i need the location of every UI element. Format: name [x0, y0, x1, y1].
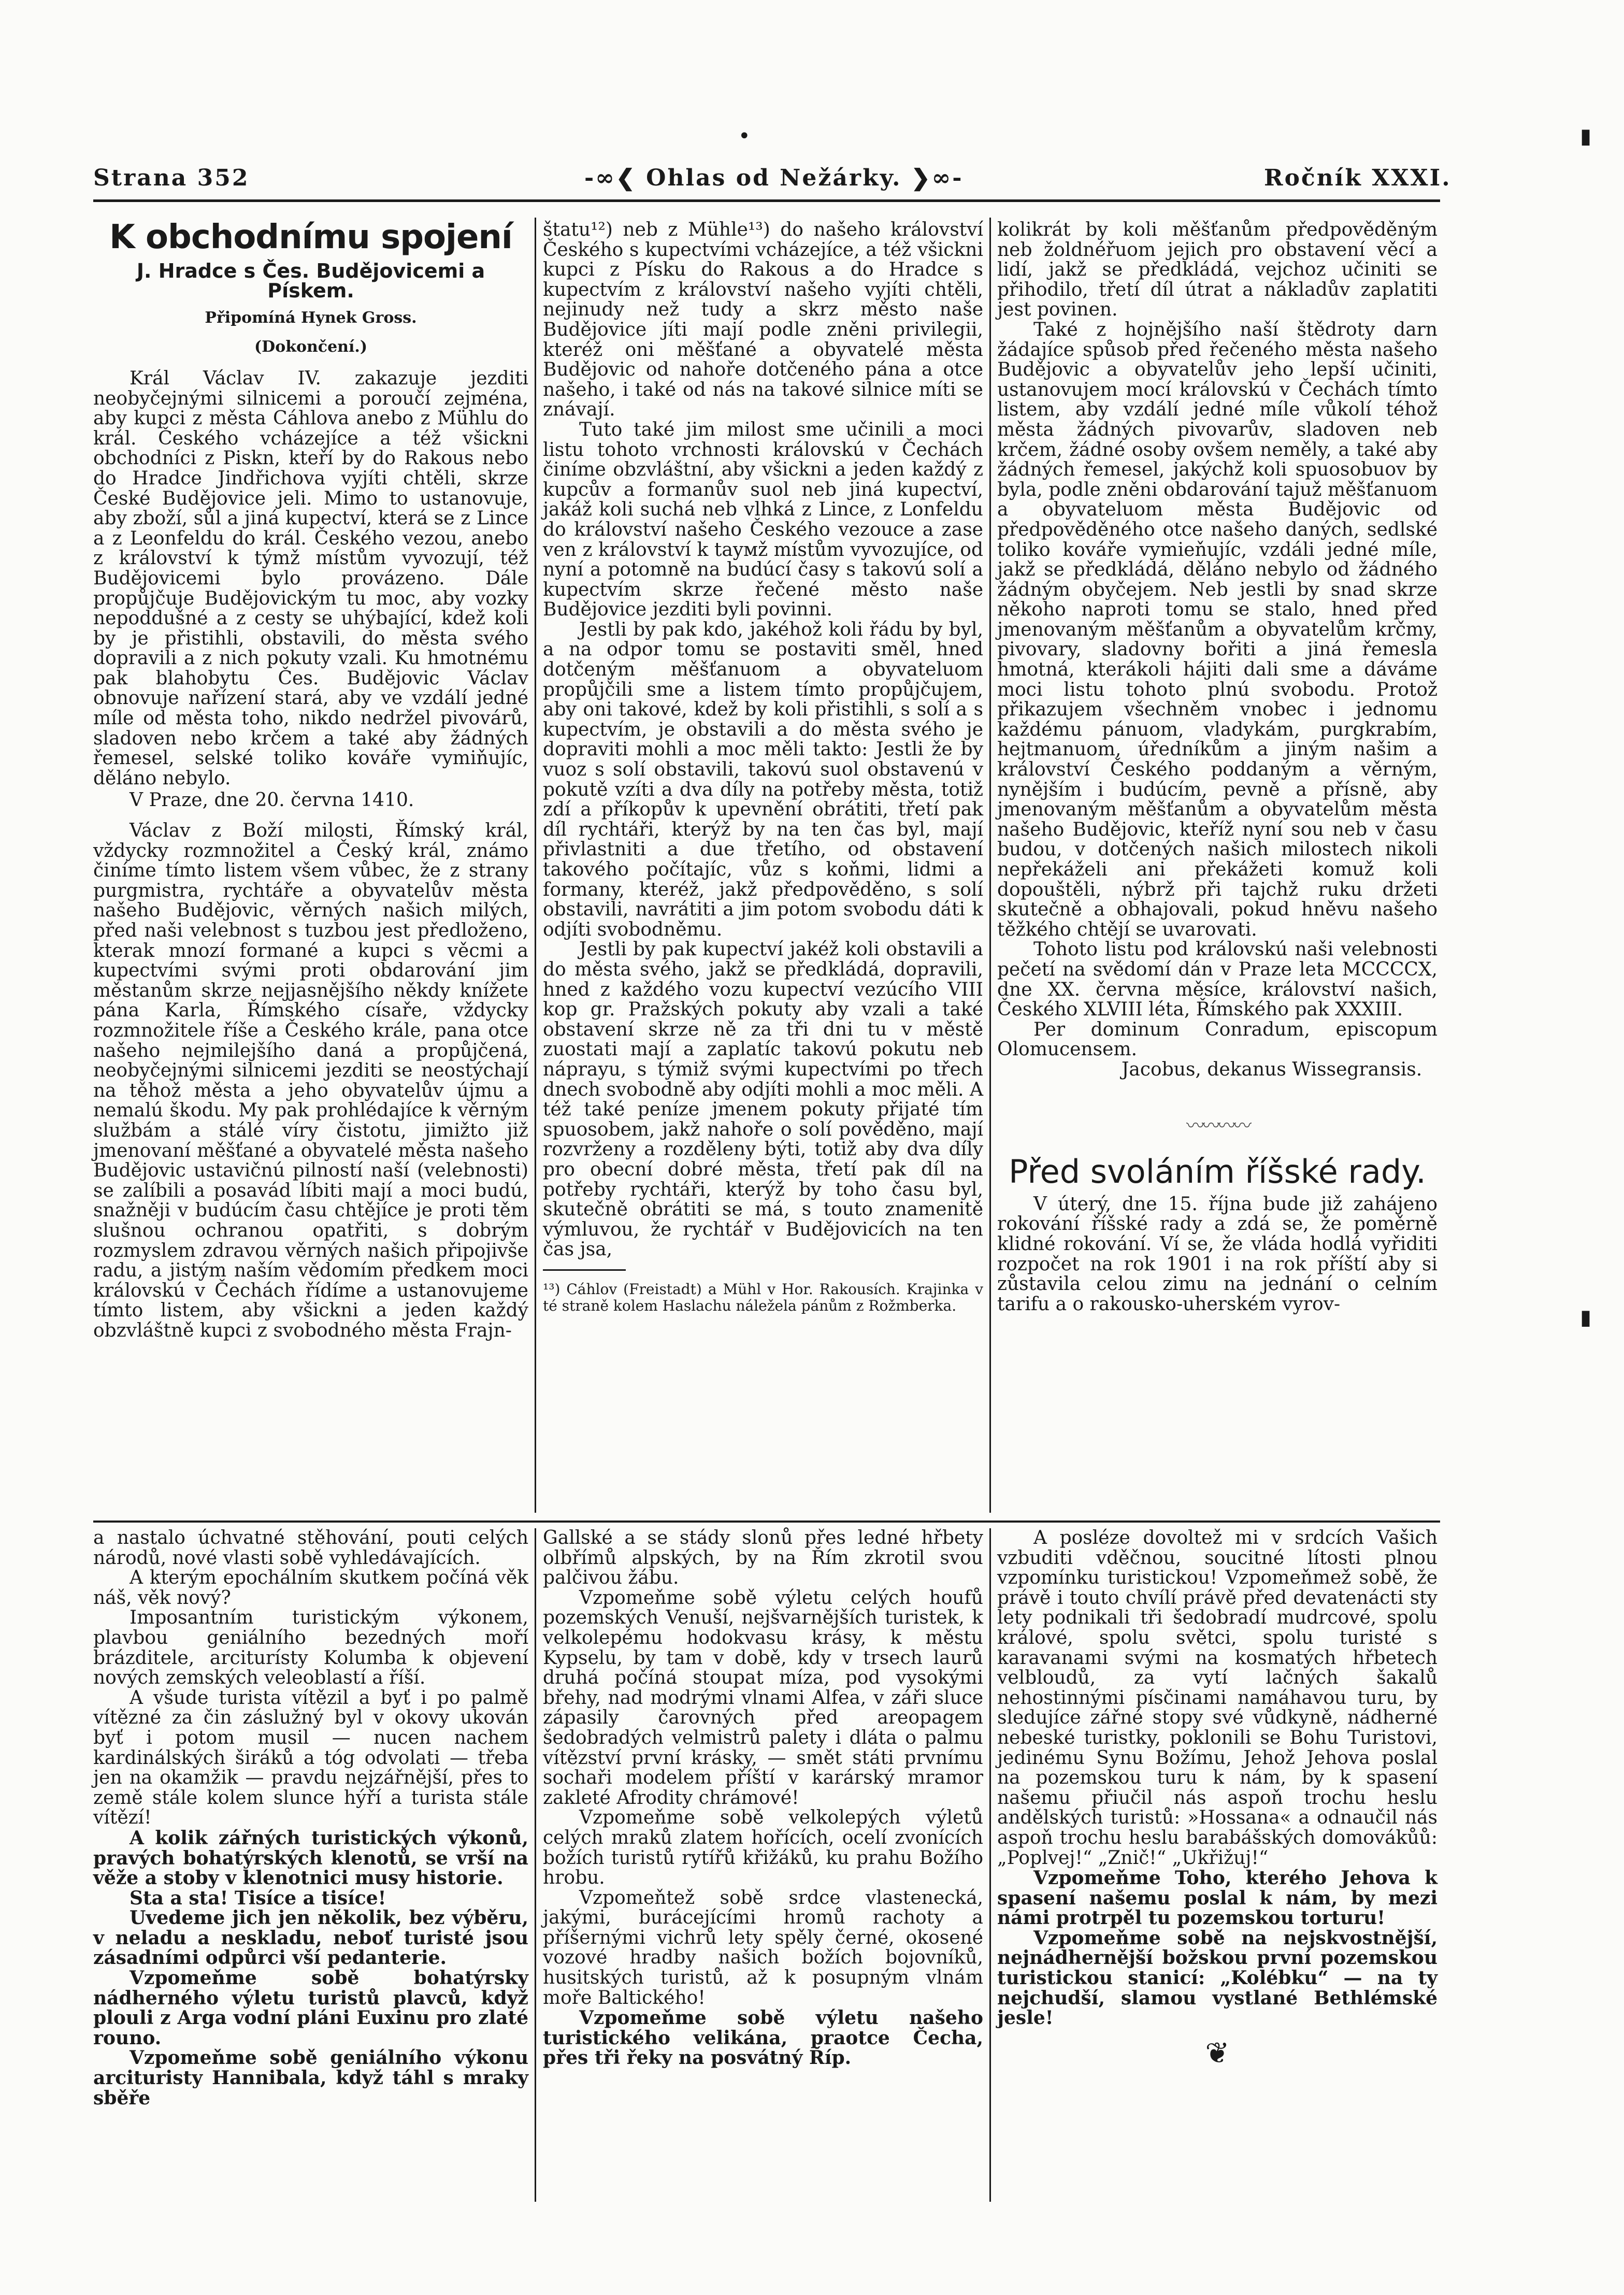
signature: Jacobus, dekanus Wissegransis. — [1122, 1058, 1422, 1080]
article1-subtitle: J. Hradce s Čes. Budějovicemi a Pískem. — [136, 259, 485, 303]
paragraph: Per dominum Conradum, episcopum Olomucensem. — [997, 1019, 1438, 1060]
paragraph: Vzpomeňme sobě velkolepých výletů celých mraků zlatem hořících, ocelí zvonících božích turistů rytířů křižáků, ku prahu Božího hrobu. — [543, 1807, 983, 1889]
page-edge-mark: ▮ — [1580, 124, 1592, 148]
header-rule — [93, 199, 1440, 202]
paragraph: Vzpomeňme sobě geniálního výkonu arcituristy Hannibala, když táhl s mraky sběře — [93, 2047, 528, 2109]
left-ornament-icon: -∞❮ — [584, 165, 637, 191]
paragraph: Vzpomeňme sobě výletu celých houfů pozemských Venuší, nejšvarnějších turistek, k velkolepému hodokvasu krásy, k městu Kypselu, by tam v době, kdy v trsech laurů druhá počíná stoupat míza, pod vysokými břehy, nad modrými vlnami Alfea, v záři sluce zápasily čarovných před areopagem šedobradých velmistrů palety i dláta o palmu vítězství první krásky, — smět státi prvnímu sochaři modelem příští v karárský mramor zakleté Afrodity chrámové! — [543, 1587, 983, 1809]
paragraph: Gallské a se stády slonů přes ledné hřbety olbřímů alpských, by na Řím zkrotil svou palčivou žábu. — [543, 1527, 983, 1589]
paragraph: Král Václav IV. zakazuje jezditi neobyčejnými silnicemi a poroučí zejména, aby kupci z města Cáhlova anebo z Mühlu do král. Českého vcházejíce a též všickni obchodníci z Piskn, kteří by do Rakous nebo do Hradce Jindřichova vyjíti chtěli, skrze České Budějovice jeli. Mimo to ustanovuje, aby zboží, sůl a jiná kupectví, která se z Lince a z Leonfeldu do král. Českého vezou, anebo z království k týmž místům vyvozují, též Budějovicemi bylo provázeno. Dále propůjčuje Budějovickým tu moc, aby vozky nepoddušné a z cesty se uhýbající, kdež koli by je přistihli, obstavili, do města svého dopravili a z nich pokuty vzali. Ku hmotnému pak blahobytu Čes. Budějovic Václav obnovuje nařízení stará, aby ve vzdálí jedné míle od města toho, nikdo nedržel pivovárů, sladoven nebo krčem a také aby žádných řemesel, selské toliko kováře vymiňujíc, děláno nebylo. — [93, 367, 528, 789]
paragraph: Vzpomeňme sobě na nejskvostnější, nejnádhernější božskou první pozemskou turistickou stanicí: „Kolébku“ — na ty nejchudší, slamou vystlané Bethlémské jesle! — [997, 1927, 1438, 2029]
column-rule — [989, 218, 991, 1513]
paragraph: A posléze dovoltež mi v srdcích Vašich vzbuditi vděčnou, soucitné lítosti plnou vzpomínku turistickou! Vzpomeňmež sobě, že právě i touto chvílí právě před devatenácti sty lety podnikali tři šedobradí mudrcové, spolu králové, spolu světci, spolu turisté s karavanami svými na kosmatých hřbetech velbloudů, za vytí lačných šakalů nehostinnými písčinami namáhavou turu, by sledujíce zářné stopy své vůdkyně, nádherné nebeské turistky, poklonili se Bohu Turistovi, jedinému Synu Božímu, Jehož Jehova poslal na pozemskou turu k nám, by k spasení našemu přiučil nás aspoň trochu heslu andělských turistů: »Hossana« a odnaučil nás aspoň trochu heslu barabášských domovákůů: „Poplvej!“ „Znič!“ „Ukřižuj!“ — [997, 1527, 1438, 1869]
lower-column-3 — [997, 1527, 1438, 2070]
article1-column-3 — [997, 220, 1438, 1314]
footnote-rule — [543, 1269, 626, 1271]
paragraph: A všude turista vítězil a byť i po palmě vítězné za čin záslužný byl v okovy ukován byť i potom musil — nucen nachem kardinálských širáků a tóg odvolati — třeba jen na okamžik — pravdu nejzářnější, přes to země stále kolem slunce hýří a turista stále vítězí! — [93, 1687, 528, 1829]
right-ornament-icon: ❯∞- — [911, 165, 964, 191]
lower-column-2 — [543, 1528, 983, 2068]
ink-dot: • — [738, 124, 751, 148]
paragraph: Vzpomeňtež sobě srdce vlastenecká, jakými, burácejícími hromů rachoty a příšernými vichrů lety spěly černé, okosené vozové hradby našich božích bojovníků, husitských turistů, až k posupným vlnám moře Baltického! — [543, 1887, 983, 2009]
paragraph: Tohoto listu pod královskú naši velebnosti pečetí na svědomí dán v Praze leta MCCCCX, dne XX. června měsíce, království našich, Českého XLVIII léta, Římského pak XXXIII. — [997, 939, 1438, 1021]
paragraph: V úterý, dne 15. října bude již zahájeno rokování říšské rady a zdá se, že poměrně klidné rokování. Ví se, že vláda hodlá vyřiditi rozpočet na rok 1901 i na rok příští aby si zůstavila celou zimu na jednání o celním tarifu a o rakousko-uherském vyrov- — [997, 1193, 1438, 1315]
periodical-name: Ohlas od Nežárky. — [646, 165, 902, 191]
article2-title: Před svoláním říšské rady. — [1009, 1153, 1426, 1191]
article1-column-1 — [93, 220, 528, 1341]
paragraph: Jestli by pak kupectví jakéž koli obstavili a do města svého, jakž se předkládá, dopravili, hned z každého vozu kupectví vezúcího VIII kop gr. Pražských pokuty aby vzali a také obstavení skrze ně za tři dni tu v městě zuostati mají a zaplatíc takovú pokutu neb náprayu, s týmiž svými kupectvími po třech dnech svobodně aby odjíti mohli a moc měli. A též také peníze jmenem pokuty přijaté tím spuosobem, jakž nahoře o solí pověděno, mají rozvrženy a rozděleny býti, totiž aby dva díly pro obecní dobré města, třetí pak díl na potřeby rychtáři, kterýž by toho času byl, skutečně obrátiti se má, s touto znamenitě výmluvou, že rychtář v Budějovicích na ten čas jsa, — [543, 939, 983, 1260]
paragraph: Vzpomeňme Toho, kterého Jehova k spasení našemu poslal k nám, by mezi námi protrpěl tu pozemskou torturu! — [997, 1867, 1438, 1929]
header-volume: Ročník XXXI. — [1264, 165, 1451, 191]
fleuron-ornament-icon: ❦ — [1205, 2036, 1230, 2070]
article1-author: Připomíná Hynek Gross. — [205, 308, 417, 327]
column-rule — [535, 218, 536, 1513]
header-periodical-title — [584, 165, 964, 196]
footnote: ¹³) Cáhlov (Freistadt) a Mühl v Hor. Rakousích. Krajinka v té straně kolem Haslachu náležela pánům z Rožmberka. — [543, 1280, 983, 1314]
dateline: V Praze, dne 20. června 1410. — [130, 790, 414, 811]
article1-continued: (Dokončení.) — [254, 338, 368, 356]
paragraph: Vzpomeňme sobě bohatýrsky nádherného výletu turistů plavců, když plouli z Arga vodní pláni Euxinu pro zlaté rouno. — [93, 1967, 528, 2049]
wavy-divider-icon: 〰〰〰〰 — [1186, 1115, 1248, 1137]
paragraph: Také z hojnějšího naší štědroty darn žádajíce spůsob před řečeného města našeho Budějovic a obyvatelův jeho lepší učiniti, ustanovujem mocí královskú v Čechách tímto listem, aby vzdálí jedné míle vůkolí téhož města žádných pivovarův, sladoven neb krčem, žádné osoby ovšem neměly, a také aby žádných řemesel, jakýchž koli spuosobuov by byla, podle zněni obdarování tajuž měšťanuom a obyvateluom města Budějovic od předpověděného otce našeho daných, sedlské toliko kováře vymiеňujíc, vzdáli jedné míle, jakž se předkládá, děláno nebylo od žádného žádným obyčejem. Neb jestli by snad skrze někoho naproti tomu se stalo, hned před jmenovaným měšťanům a obyvatelům krčmy, pivovary, sladovny bořiti a jiná řemesla hmotná, kterákoli hájiti dali sme a dáváme moci listu tohoto plnú svobodu. Protož přikazujem všechněm vnobec i jednomu každému pánuom, vladykám, purgkrabím, hejtmanuom, úředníkům a jiným našim a království Českého poddaným a věrným, nynějším i budúcím, pevně a přísně, aby jmenovaným měšťanům a obyvatelům města našeho Budějovic, kteříž nyní sou neb v času budou, v dotčených našich milostech nikoli nepřekáželi ani překážeti komuž koli dopouštěli, nýbrž při tajchž ruku držeti skutečně a obhajovali, pokud hněvu našeho těžkého chtějí se uvarovati. — [997, 319, 1438, 940]
paragraph: Vzpomeňme sobě výletu našeho turistického velikána, praotce Čecha, přes tři řeky na posvátný Říp. — [543, 2007, 983, 2069]
paragraph: A kolik zářných turistických výkonů, pravých bohatýrských klenotů, se vrší na věže a stoby v klenotnici musy historie. — [93, 1827, 528, 1889]
paragraph: a nastalo úchvatné stěhování, pouti celých národů, nové vlasti sobě vyhledávajících. — [93, 1527, 528, 1569]
column-rule — [535, 1528, 536, 2202]
paragraph: Uvedeme jich jen několik, bez výběru, v neladu a neskladu, neboť turisté jsou zásadními odpůrci vší pedanterie. — [93, 1907, 528, 1969]
lower-column-1 — [93, 1528, 528, 2108]
article1-title: K obchodnímu spojení — [109, 218, 512, 256]
section-rule — [93, 1521, 1440, 1523]
paragraph: Imposantním turistickým výkonem, plavbou geniálního bezedných moří brázditele, arciturísty Kolumba k objevení nových zemských veleoblastí a říší. — [93, 1607, 528, 1689]
column-rule — [989, 1528, 991, 2202]
paragraph: Sta a sta! Tisíce a tisíce! — [130, 1887, 386, 1909]
paragraph: štatu¹²) neb z Mühle¹³) do našeho království Českého s kupectvími vcházejíce, a též všickni kupci z Písku do Rakous a do Hradce s kupectvím z království našeho vyjíti chtěli, nejinudy než tudy a skrz město naše Budějovice jíti mají podle zněni privilegii, kteréž oni měšťané a obyvatelé města Budějovic od nahoře dotčeného pána a otce našeho, i také od nás na takové silnice míti se znávají. — [543, 219, 983, 421]
paragraph: kolikrát by koli měšťanům předpověděným neb žoldnéřuom jejich pro obstavení věcí a lidí, jakž se předkládá, vejchoz učiniti se přihodilo, třetí díl útrat a nákladův zaplatiti jest povinen. — [997, 219, 1438, 321]
page-edge-mark: ▮ — [1580, 1306, 1592, 1329]
paragraph: Tuto také jim milost sme učinili a moci listu tohoto vrchnosti královskú v Čechách činíme obzvláštní, aby všickni a jeden každý z kupcův a formanův suol neb jiná kupectví, jakáž koli suchá neb vlhká z Lince, z Lonfeldu do království našeho Českého vezouce a zase ven z království k tayмž místům vyvozujíce, od nyní a potomně na budúcí časy s takovú solí a kupectvím skrze řečené město naše Budějovice jezditi byli povinni. — [543, 419, 983, 621]
header-page-number: Strana 352 — [93, 165, 250, 191]
paragraph: A kterým epochálním skutkem počíná věk náš, věk nový? — [93, 1567, 528, 1609]
paragraph: Václav z Boží milosti, Římský král, vždycky rozmnožitel a Český král, známo činíme tímto listem všem vůbec, že z strany purgmistra, rychtáře a obyvatelův města našeho Budějovic, věrných našich milých, před naši velebnost s tuzbou jest předloženo, kterak mnozí formané a kupci s věcmi a kupectvími svými proti obdarování jim městanům skrze nejjasnějšího někdy knížete pána Karla, Římského císaře, vždycky rozmnožitele říše a Českého krále, pana otce našeho nejmilejšího daná a propůjčená, neobyčejnými silnicemi jezditi se neostýchají na těhož města a jeho obyvatelův újmu a nemalú škodu. My pak prohlédajíce k věrným službám a stálé víry čistotu, jimižto již jmenovaní měšťané a obyvatelé města našeho Budějovic ustavičnú pilností naší (velebnosti) se zalíbili a posavád líbiti mají a moci budú, snažněji v budúcím času chtějíce je proti těm slušnou ochranou opatřiti, s dobrým rozmyslem zdravou věrných našich připojivše radu, a jistým naším vědomím předkem moci královskú v Čechách řídíme a ustanovujeme tímto listem, aby všickni a jeden každý obzvláštně kupci z svobodného města Frajn- — [93, 820, 528, 1341]
article1-column-2 — [543, 220, 983, 1314]
paragraph: Jestli by pak kdo, jakéhož koli řádu by byl, a na odpor tomu se postaviti směl, hned dotčeným měšťanuom a obyvateluom propůjčili sme a listem tímto propůjčujem, aby oni takové, kdež by koli přistihli, s solí a s kupectvím, je obstavili a do města svého je dopraviti mohli a moc měli takto: Jestli že by vuoz s solí obstavili, takovú suol obstavenú v pokutě vzíti a dva díly na potřeby města, totiž zdí a příkopův k upevnění obrátiti, třetí pak díl rychtáři, kterýž by na ten čas byl, mají přivlastniti a due třetího, od obstavení takového počítajíc, vůz s koňmi, lidmi a formany, kteréž, jakž předpověděno, s solí obstavili, navrátiti a jim potom svobodu dáti k odjíti svobodněmu. — [543, 619, 983, 940]
